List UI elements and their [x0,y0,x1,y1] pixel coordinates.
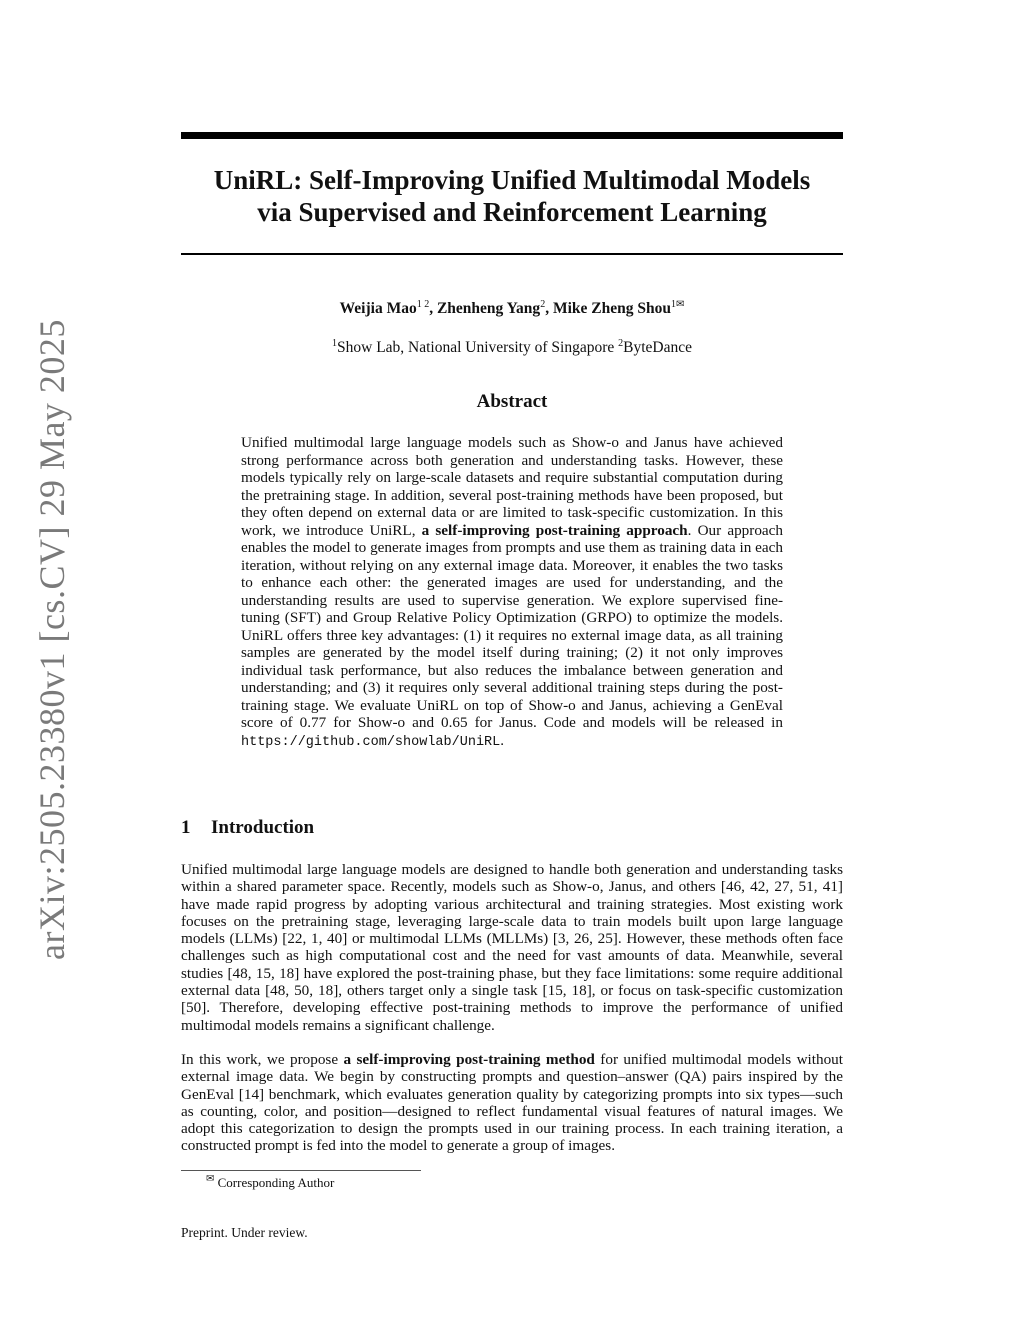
affiliation-number: 2 [618,337,624,349]
abstract-heading: Abstract [476,391,548,412]
intro-paragraph-1: Unified multimodal large language models are designed to handle both generation and understanding tasks within a shared parameter space. Recently, models such as Show-o, Janus, and others [46, 42, 27, 51, 41] have made rapid progress by adopting various architectural and training strategies. Most existing work focuses on the pretraining stage, leveraging large-scale data to train models built upon large language models (LLMs) [22, 1, 40] or multimodal LLMs (MLLMs) [3, 26, 25]. However, these methods often face challenges such as high computational cost and the need for vast amounts of data. Meanwhile, several studies [48, 15, 18] have explored the post-training phase, but they face limitations: some require additional external data [48, 50, 18], others target only a single task [15, 18], or focus on task-specific customization [50]. Therefore, developing effective post-training methods to improve the performance of unified multimodal models remains a significant challenge. [181,861,843,1034]
section-heading-introduction [181,817,314,839]
title-line-2: via Supervised and Reinforcement Learning [257,197,767,227]
footnote [206,1175,334,1191]
affiliations [181,338,843,358]
arxiv-sidebar-id: arXiv:2505.23380v1 [cs.CV] 29 May 2025 [32,319,72,960]
paragraph-text: for unified multimodal models without external image data. We begin by constructing prompts and question–answer (QA) pairs inspired by the GenEval [14] benchmark, which evaluates generation quality by categorizing prompts into six types—such as counting, color, and position—designed to reflect fundamental visual features of natural images. We adopt this categorization to design the prompts used in our training process. In each training iteration, a constructed prompt is fed into the model to generate a group of images. [181,1051,843,1155]
author-affiliation: 1 2 [416,298,430,310]
abstract-body [241,434,783,751]
envelope-icon: ✉ [206,1173,215,1185]
footnote-text: Corresponding Author [214,1175,335,1190]
author-separator: , [545,300,553,317]
author-affiliation: 2 [540,298,546,310]
author-name: Mike Zheng Shou [552,300,671,317]
paper-title [181,164,843,228]
section-title: Introduction [211,817,315,838]
title-top-rule [181,132,843,139]
author-separator: , [429,300,437,317]
abstract-text: . Our approach enables the model to generate images from prompts and use them as training data in each iteration, without relying on any external image data. Moreover, it enables the two tasks to enhance each other: the generated images are used for understanding, and the understanding results are used to supervise generation. We explore supervised fine-tuning (SFT) and Group Relative Policy Optimization (GRPO) to optimize the models. UniRL offers three key advantages: (1) it requires no external image data, as all training samples are generated by the model itself during training; (2) it not only improves individual task performance, but also reduces the imbalance between generation and understanding; and (3) it requires only several additional training steps during the post-training stage. We evaluate UniRL on top of Show-o and Janus, achieving a GenEval score of 0.77 for Show-o and 0.65 for Janus. Code and models will be released in [241,521,783,731]
affiliation-text: ByteDance [623,339,692,356]
abstract-text: . [500,731,505,749]
preprint-notice: Preprint. Under review. [181,1225,308,1240]
paragraph-text: In this work, we propose [181,1051,344,1068]
paragraph-emphasis: a self-improving post-training method [343,1051,595,1068]
section-number: 1 [181,817,191,838]
abstract-text: Unified multimodal large language models such as Show-o and Janus have achieved strong performance across both generation and understanding tasks. However, these models typically rely on large-scale datasets and require substantial computation during the pretraining stage. In addition, several post-training methods have been proposed, but they often depend on external data or are limited to task-specific customization. In this work, we introduce UniRL, [241,434,783,539]
affiliation-number: 1 [332,337,338,349]
code-url-link[interactable]: https://github.com/showlab/UniRL [241,734,501,750]
footnote-rule [181,1170,421,1171]
author-name: Zhenheng Yang [436,300,541,317]
title-line-1: UniRL: Self-Improving Unified Multimodal Models [213,165,811,195]
author-affiliation: 1✉ [670,298,685,310]
author-list [181,299,843,319]
title-bottom-rule [181,253,843,255]
abstract-emphasis: a self-improving post-training approach [421,521,688,539]
affiliation-text: Show Lab, National University of Singapore [337,339,619,356]
author-name: Weijia Mao [339,300,417,317]
intro-paragraph-2 [181,1051,843,1155]
